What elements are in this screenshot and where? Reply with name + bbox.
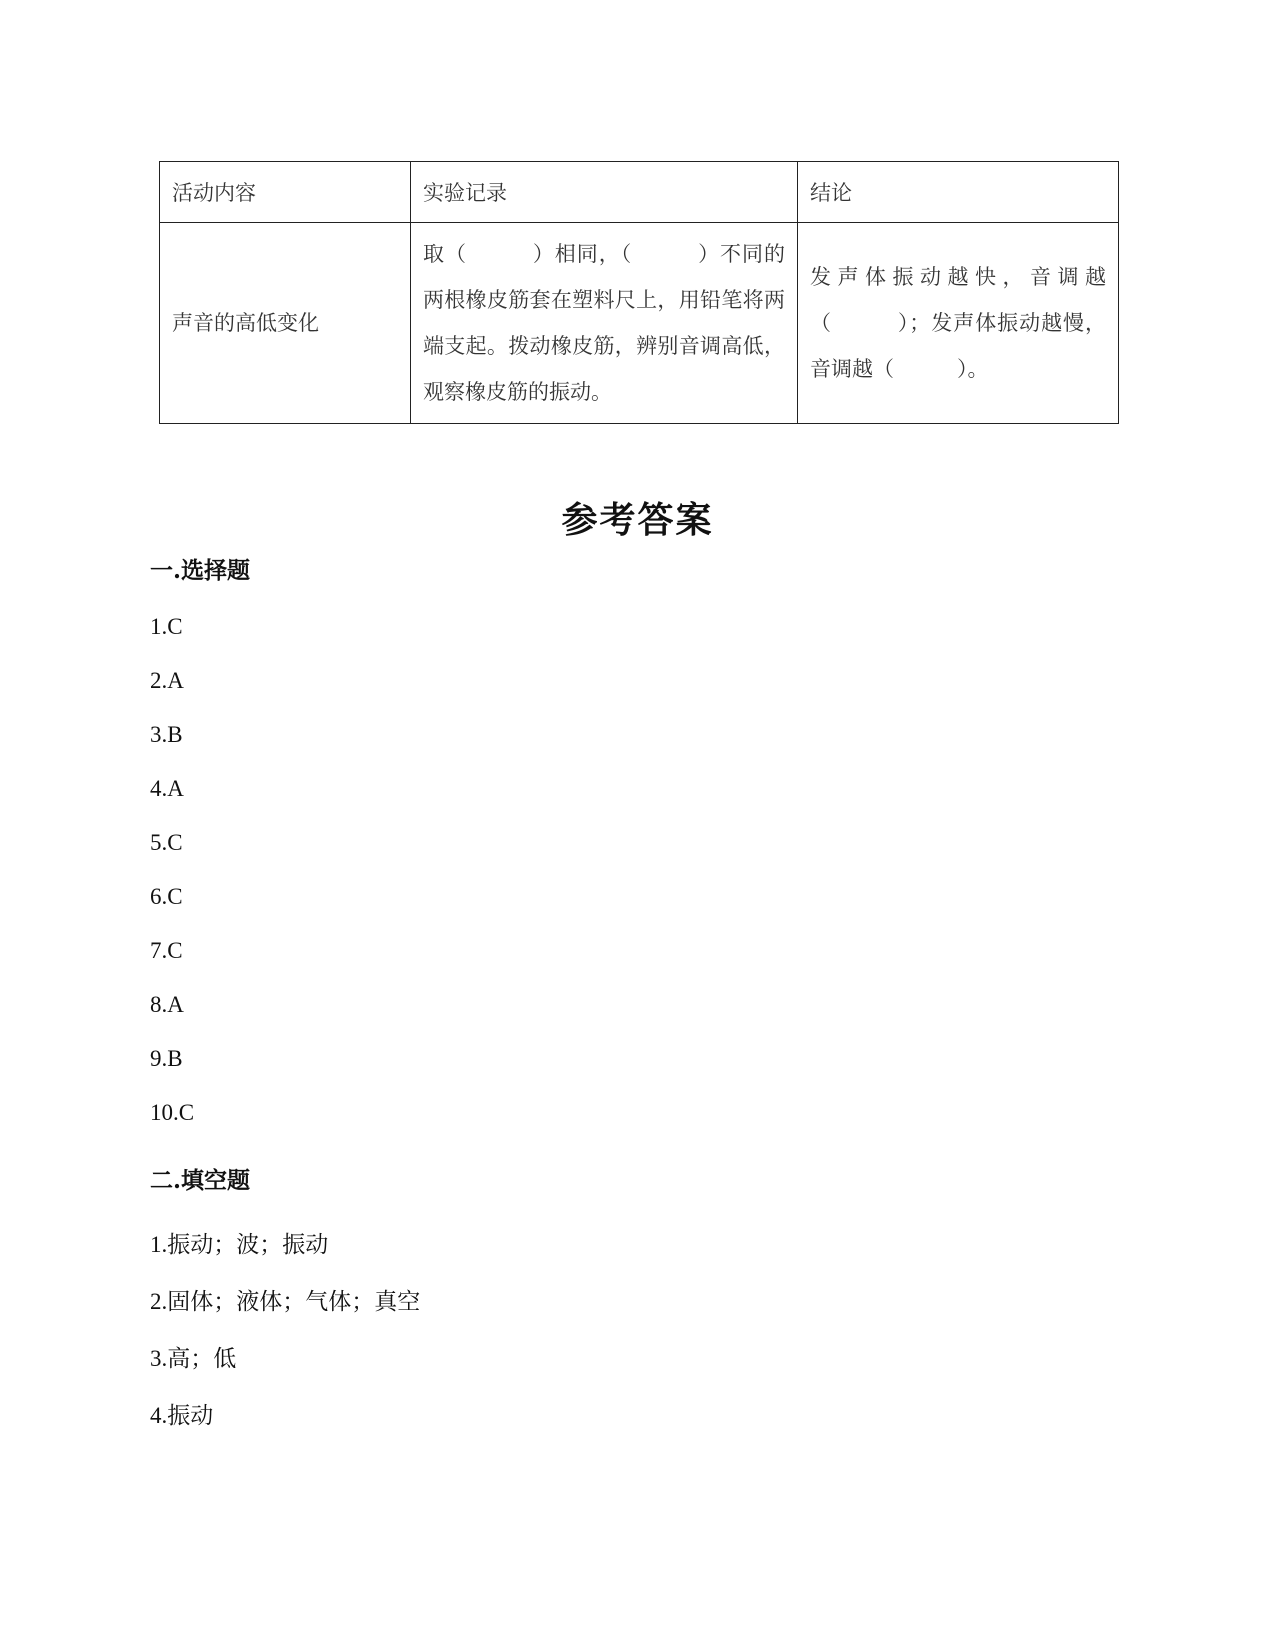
record-text: 取（ ）相同，（ ）不同的两根橡皮筋套在塑料尺上，用铅笔将两端支起。拨动橡皮筋，辨别音调高低，观察橡皮筋的振动。 [423,242,785,404]
choice-answer-6: 6.C [150,884,183,909]
fill-answer-3: 3.高；低 [150,1346,237,1371]
table-header-row [160,162,1119,223]
header-record: 实验记录 [411,162,798,223]
activity-text: 声音的高低变化 [172,311,319,335]
conclusion-text: 发声体振动越快，音调越（ ）；发声体振动越慢，音调越（ ）。 [810,265,1106,381]
choice-answer-9: 9.B [150,1046,183,1071]
choice-answer-7: 7.C [150,938,183,963]
choice-answer-10: 10.C [150,1100,195,1125]
choice-answer-4: 4.A [150,776,184,801]
fill-answer-2: 2.固体；液体；气体；真空 [150,1289,421,1314]
fill-answer-1: 1.振动；波；振动 [150,1232,329,1257]
section-choice-heading: 一.选择题 [150,557,251,584]
choice-answer-3: 3.B [150,722,183,747]
choice-answer-2: 2.A [150,668,184,693]
choice-answer-1: 1.C [150,614,183,639]
answers-title: 参考答案 [561,499,714,541]
cell-activity [160,223,411,424]
header-activity: 活动内容 [160,162,411,223]
table-row [160,223,1119,424]
cell-conclusion [798,223,1119,424]
section-fill-heading: 二.填空题 [150,1167,251,1194]
activity-table [159,161,1119,424]
header-conclusion: 结论 [798,162,1119,223]
choice-answer-8: 8.A [150,992,184,1017]
cell-record [411,223,798,424]
choice-answer-5: 5.C [150,830,183,855]
fill-answer-4: 4.振动 [150,1403,214,1428]
